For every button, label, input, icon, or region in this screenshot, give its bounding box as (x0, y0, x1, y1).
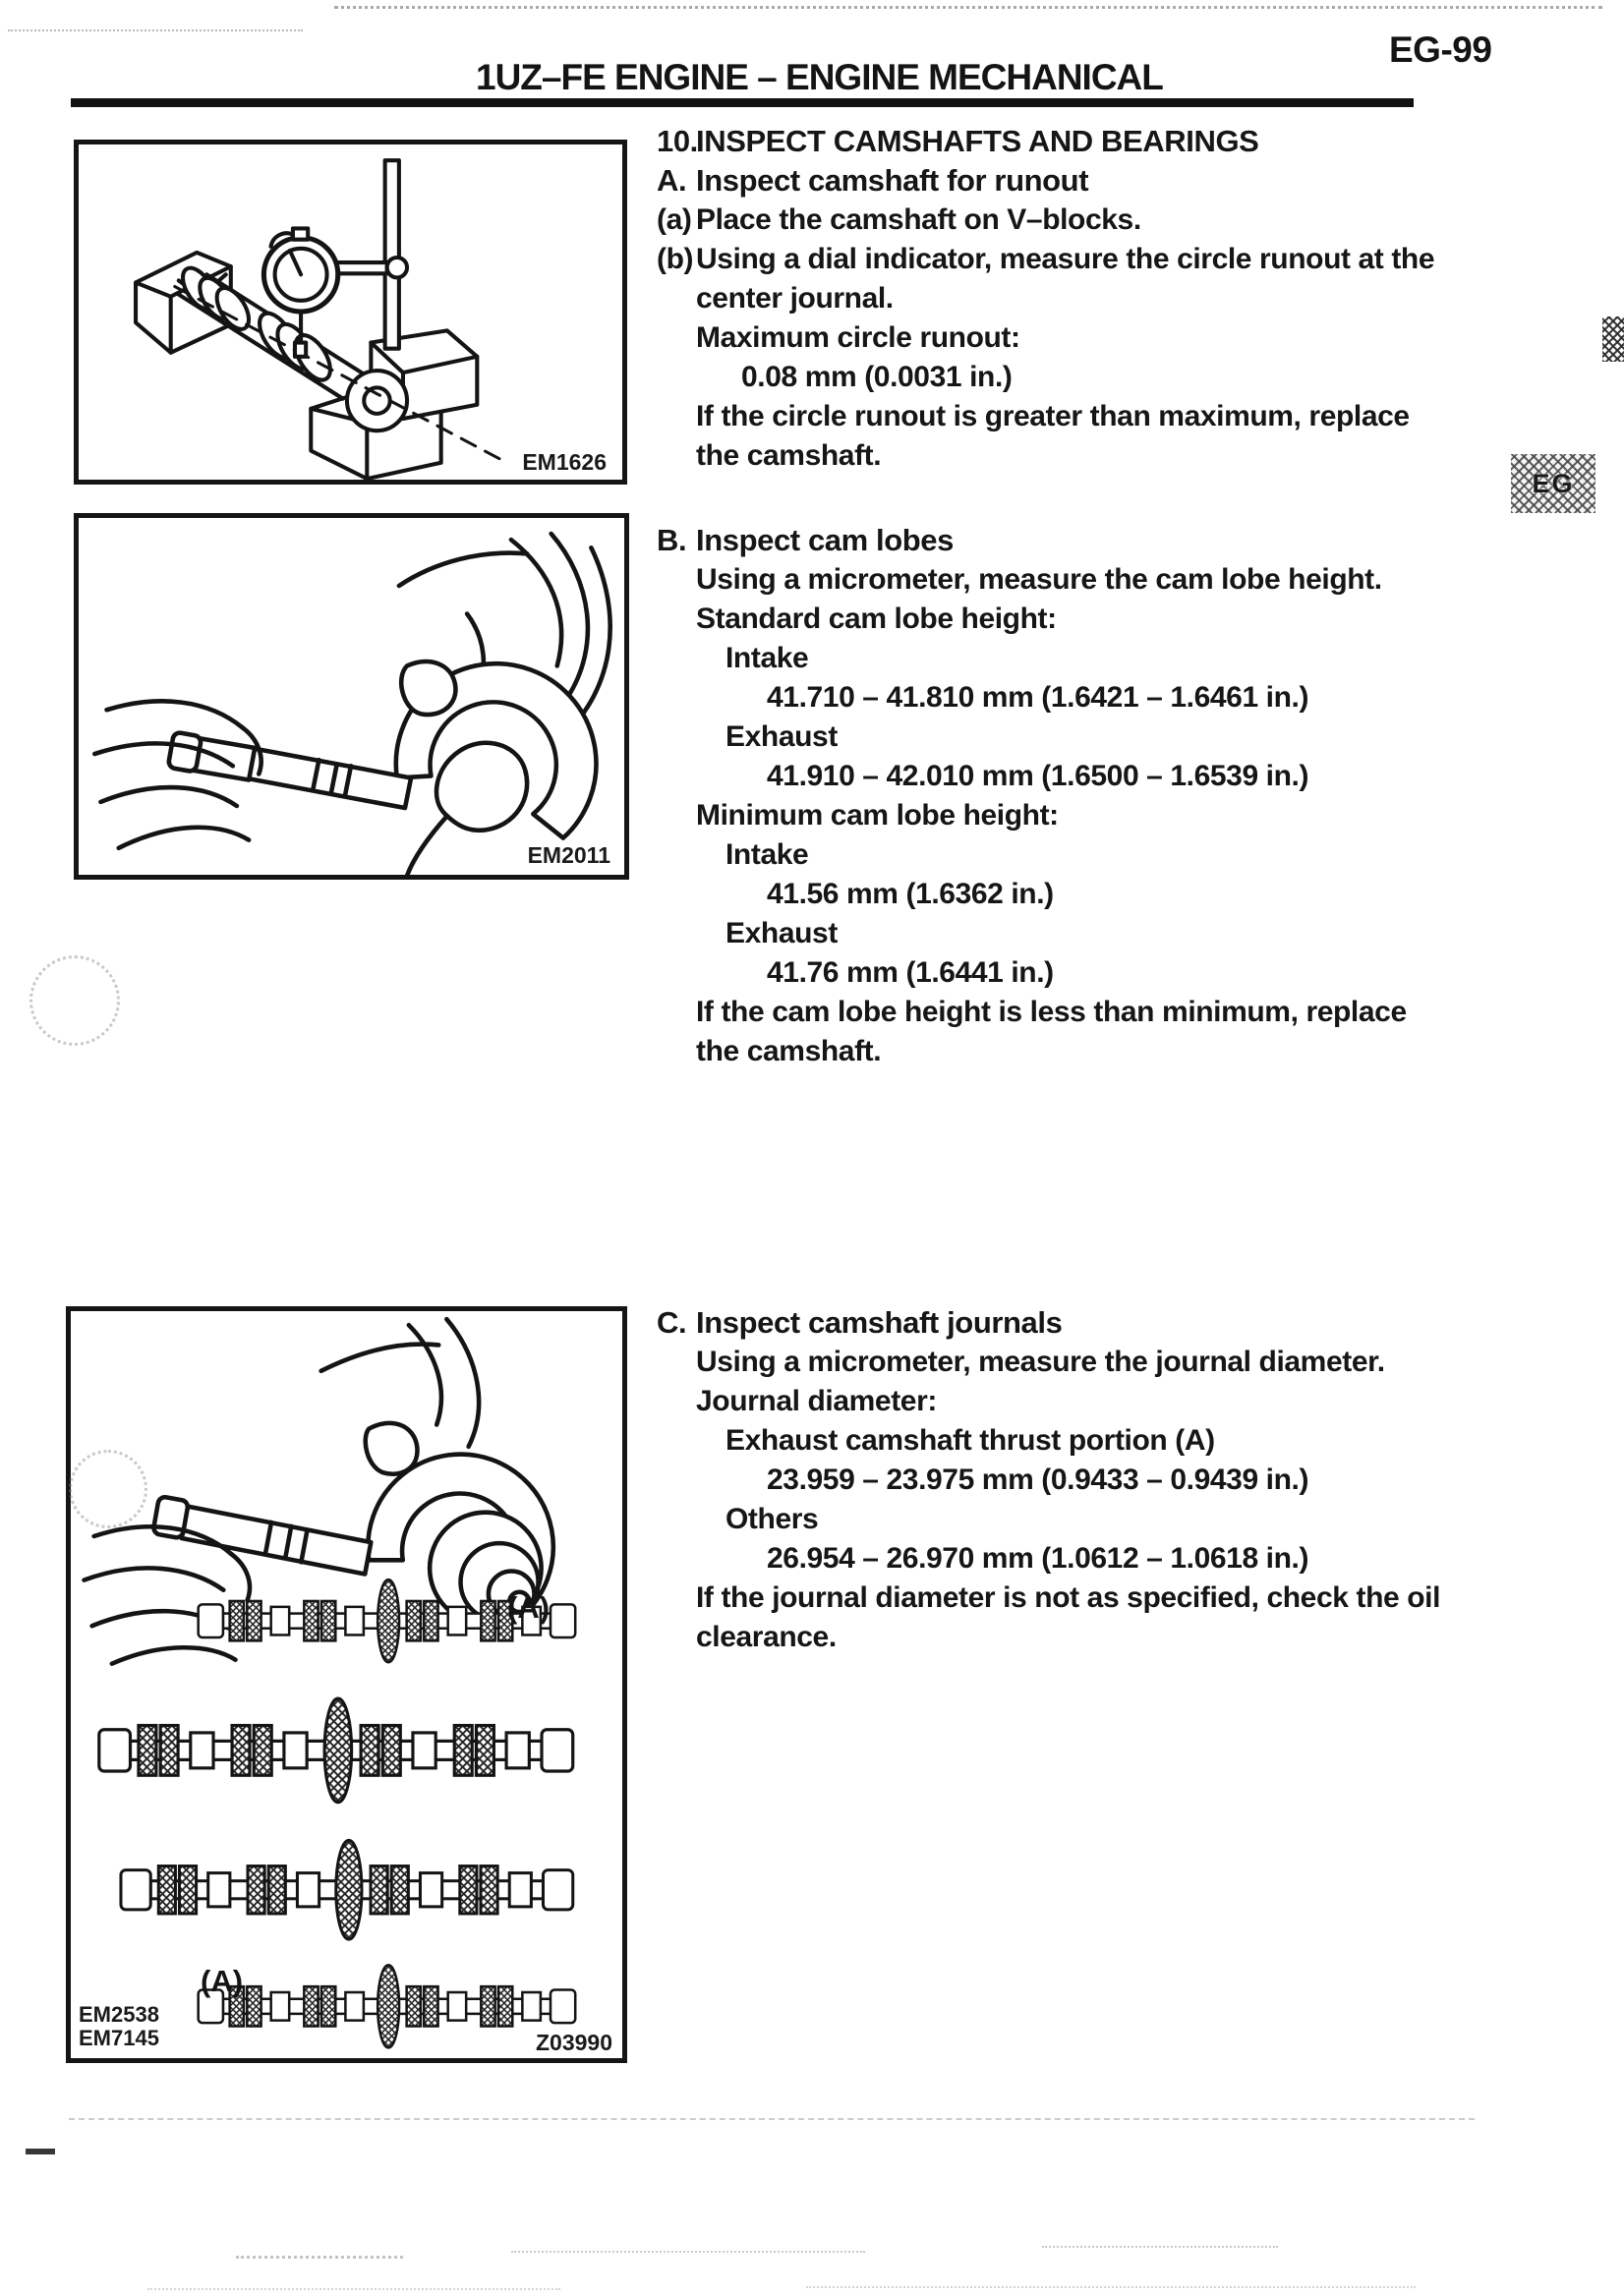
camshaft-journal-illustration (71, 1311, 622, 2058)
header-rule (71, 98, 1414, 107)
text-line (657, 161, 1522, 201)
line-text: Inspect camshaft journals (696, 1305, 1063, 1340)
figure-code: Z03990 (535, 2030, 612, 2055)
text-line (657, 122, 1522, 161)
text-line (657, 678, 1522, 718)
text-line (657, 240, 1522, 279)
scan-noise-line (511, 2251, 865, 2253)
text-line (657, 279, 1522, 318)
line-text: Intake (725, 642, 809, 674)
scan-noise-line (8, 29, 303, 31)
scan-noise-line (236, 2256, 403, 2259)
text-line (657, 953, 1522, 993)
page-number: EG-99 (1389, 29, 1492, 70)
line-text: Using a micrometer, measure the cam lobe height. (696, 563, 1382, 596)
text-line (657, 639, 1522, 678)
text-line (657, 318, 1522, 358)
line-text: Others (725, 1503, 819, 1535)
line-text: If the cam lobe height is less than minimum, replace (696, 996, 1407, 1028)
text-line (657, 1500, 1522, 1539)
scan-stamp-mark (29, 955, 120, 1046)
text-line (657, 757, 1522, 796)
figure-code: EM2011 (527, 842, 610, 868)
line-text: 41.710 – 41.810 mm (1.6421 – 1.6461 in.) (767, 681, 1309, 714)
figure-code: EM7145 (79, 2026, 159, 2050)
figure-code: EM1626 (522, 449, 607, 475)
figure-code: EM2538 (79, 2002, 159, 2027)
line-text: 41.76 mm (1.6441 in.) (767, 956, 1054, 989)
text-line (657, 1032, 1522, 1071)
line-text: center journal. (696, 282, 894, 315)
figure-cam-lobe-measure (74, 513, 629, 880)
text-line (657, 1343, 1522, 1382)
text-line (657, 358, 1522, 397)
scan-stamp-mark (69, 1450, 147, 1528)
list-marker: A. (657, 163, 687, 198)
text-line (657, 521, 1522, 560)
line-text: Place the camshaft on V–blocks. (696, 203, 1141, 236)
scan-mark (26, 2149, 55, 2154)
text-line (657, 436, 1522, 476)
line-text: Exhaust (725, 917, 838, 949)
text-line (657, 875, 1522, 914)
line-text: Inspect camshaft for runout (696, 163, 1089, 198)
line-text: 23.959 – 23.975 mm (0.9433 – 0.9439 in.) (767, 1464, 1309, 1496)
scan-noise-line (1042, 2246, 1278, 2248)
scan-noise-line (806, 2286, 1416, 2288)
line-text: Using a dial indicator, measure the circle runout at the (696, 243, 1435, 275)
line-text: 0.08 mm (0.0031 in.) (741, 361, 1013, 393)
section-inspect-cam-lobes (657, 521, 1522, 1071)
camshaft-row-2 (99, 1698, 573, 1803)
figure-camshaft-journals (66, 1306, 627, 2063)
line-text: If the circle runout is greater than maximum, replace (696, 400, 1410, 432)
section-inspect-camshafts (657, 122, 1522, 476)
line-text: If the journal diameter is not as specified, check the oil (696, 1581, 1441, 1614)
line-text: Intake (725, 838, 809, 871)
scan-noise-line (147, 2288, 560, 2290)
line-text: Standard cam lobe height: (696, 603, 1057, 635)
line-text: the camshaft. (696, 439, 882, 472)
text-line (657, 600, 1522, 639)
line-text: Exhaust (725, 720, 838, 753)
scan-noise-line (334, 6, 1602, 9)
thrust-portion-label-a: (A) (507, 1590, 551, 1625)
line-text: 41.910 – 42.010 mm (1.6500 – 1.6539 in.) (767, 760, 1309, 792)
figure-camshaft-runout (74, 140, 627, 485)
line-text: Journal diameter: (696, 1385, 937, 1417)
text-line (657, 835, 1522, 875)
text-line (657, 201, 1522, 240)
text-line (657, 993, 1522, 1032)
text-line (657, 560, 1522, 600)
line-text: Maximum circle runout: (696, 321, 1020, 354)
page-title: 1UZ–FE ENGINE – ENGINE MECHANICAL (476, 57, 1163, 97)
line-text: INSPECT CAMSHAFTS AND BEARINGS (696, 124, 1259, 158)
line-text: the camshaft. (696, 1035, 882, 1067)
section-tab-fragment (1602, 316, 1624, 362)
list-marker: (a) (657, 203, 692, 236)
line-text: 41.56 mm (1.6362 in.) (767, 878, 1054, 910)
list-marker: (b) (657, 243, 694, 275)
section-tab-eg (1511, 454, 1595, 513)
line-text: Exhaust camshaft thrust portion (A) (725, 1424, 1215, 1457)
scan-noise-line (69, 2118, 1475, 2120)
thrust-portion-label-a: (A) (201, 1964, 244, 1998)
text-line (657, 1303, 1522, 1343)
line-text: Minimum cam lobe height: (696, 799, 1059, 832)
text-line (657, 1461, 1522, 1500)
camshaft-row-4 (199, 1965, 576, 2047)
text-line (657, 1578, 1522, 1618)
figure-codes (79, 2003, 159, 2050)
text-line (657, 1421, 1522, 1461)
list-marker: B. (657, 523, 687, 557)
text-line (657, 914, 1522, 953)
text-line (657, 1539, 1522, 1578)
list-marker: 10. (657, 124, 698, 158)
line-text: 26.954 – 26.970 mm (1.0612 – 1.0618 in.) (767, 1542, 1309, 1575)
text-line (657, 796, 1522, 835)
section-inspect-journals (657, 1303, 1522, 1657)
camshaft-row-3 (121, 1840, 573, 1939)
section-tab-label: EG (1532, 468, 1575, 498)
text-line (657, 1618, 1522, 1657)
micrometer-cam-lobe-illustration (79, 518, 624, 875)
text-line (657, 397, 1522, 436)
text-line (657, 718, 1522, 757)
line-text: Inspect cam lobes (696, 523, 954, 557)
line-text: clearance. (696, 1621, 837, 1653)
text-line (657, 1382, 1522, 1421)
list-marker: C. (657, 1305, 687, 1340)
dial-indicator-illustration (79, 144, 622, 480)
line-text: Using a micrometer, measure the journal diameter. (696, 1346, 1385, 1378)
